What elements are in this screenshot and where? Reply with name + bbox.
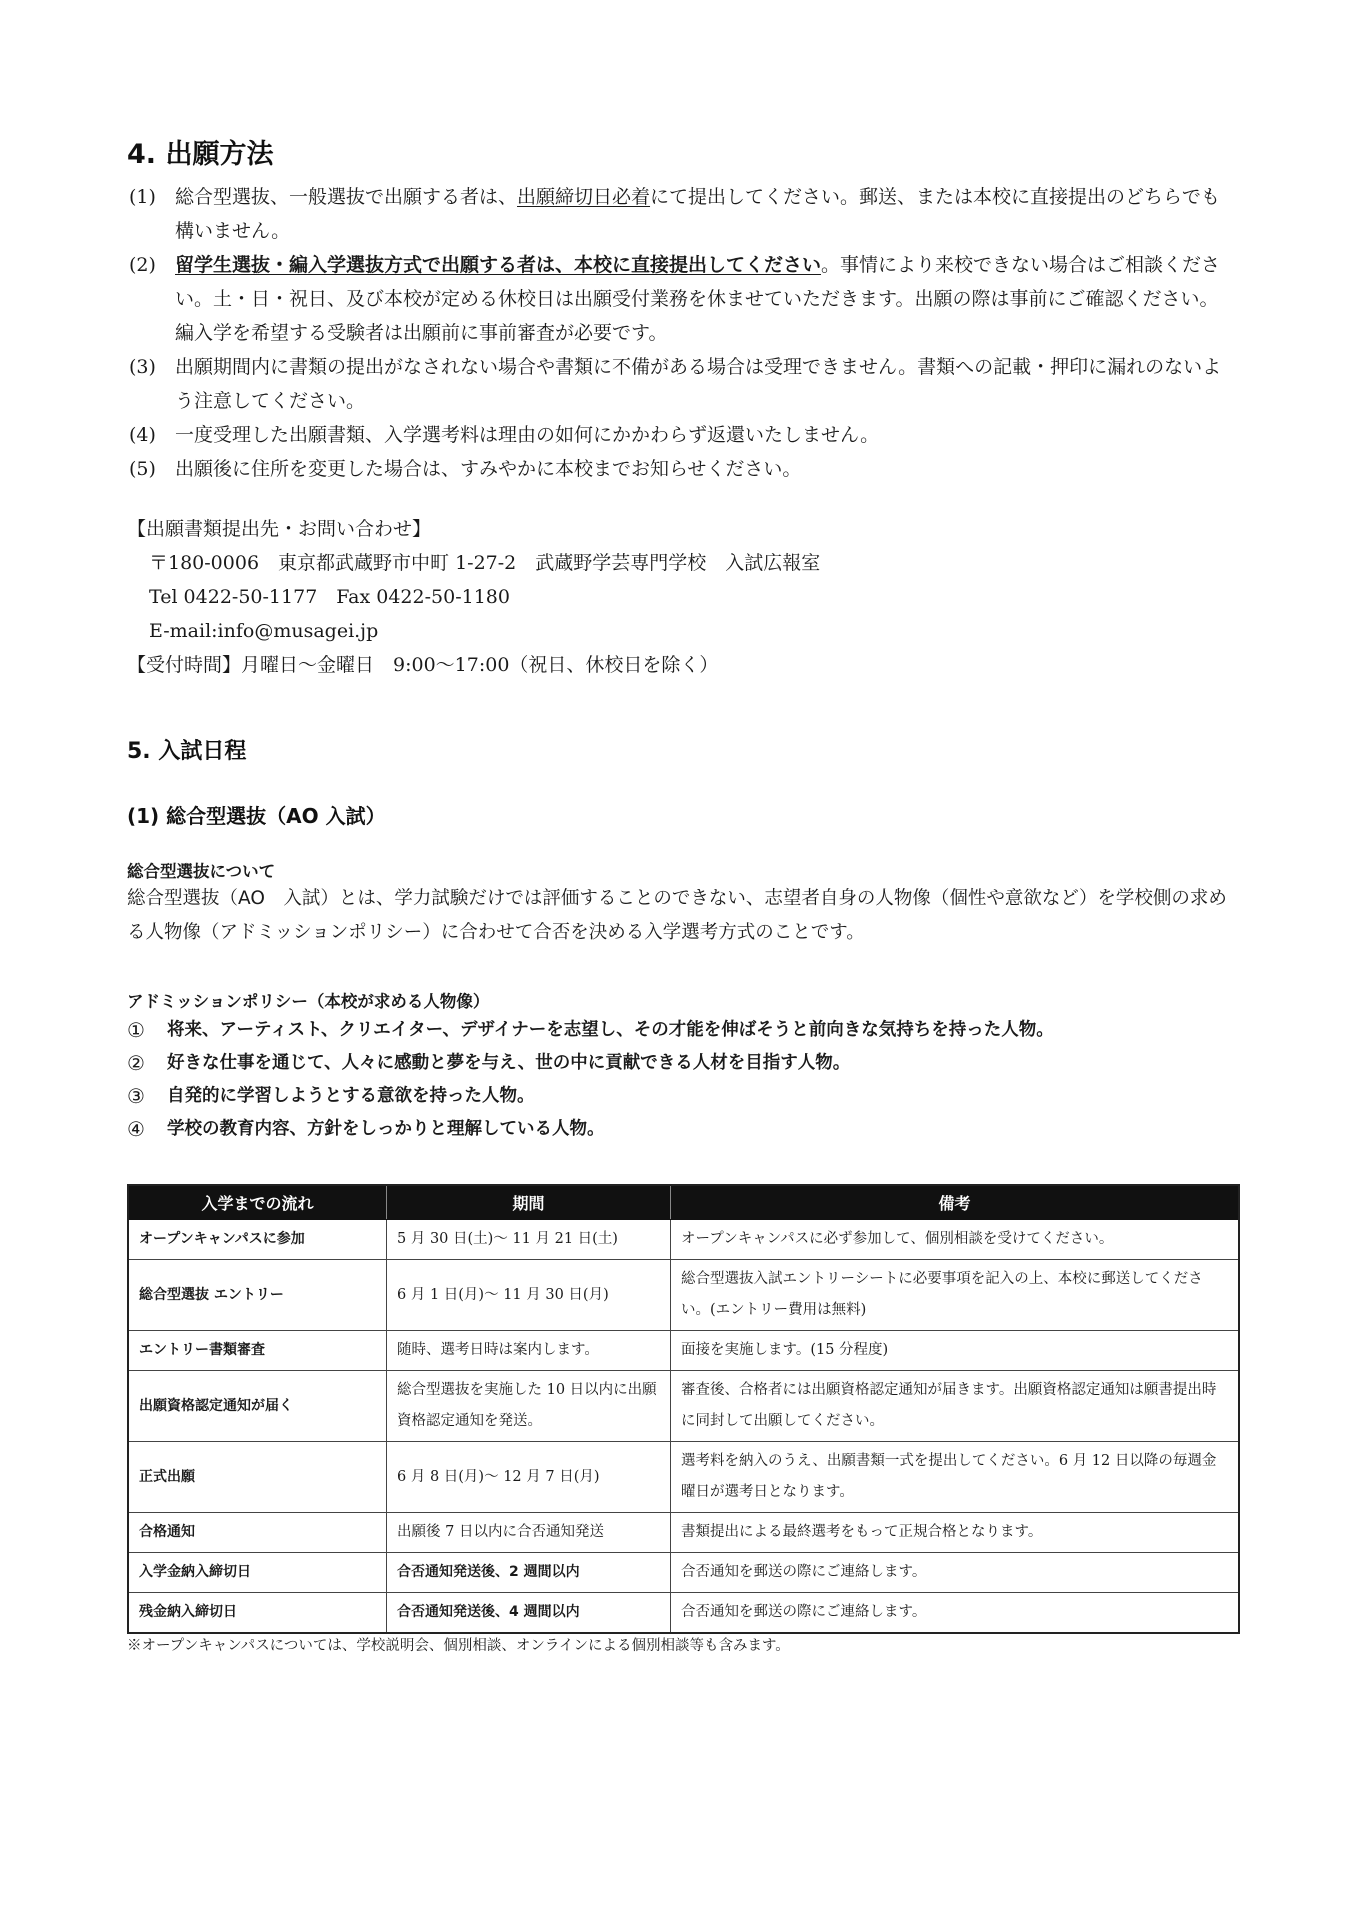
contact-email: E-mail:info@musagei.jp <box>149 620 379 642</box>
cell-period: 随時、選考日時は案内します。 <box>387 1331 671 1371</box>
cell-step: オープンキャンパスに参加 <box>128 1220 387 1260</box>
cell-period: 6 月 8 日(月)～ 12 月 7 日(月) <box>387 1442 671 1513</box>
policy-item-text: 将来、アーティスト、クリエイター、デザイナーを志望し、その才能を伸ばそうと前向きな気持ちを持った人物。 <box>167 1020 1054 1040</box>
policy-heading: アドミッションポリシー（本校が求める人物像） <box>127 992 490 1011</box>
contact-heading: 【出願書類提出先・お問い合わせ】 <box>127 518 432 540</box>
list-item-text: にて提出してください。郵送、または本校に直接提出のどちらでも構いません。 <box>175 186 1220 242</box>
table-row <box>128 1593 1239 1634</box>
cell-step: 正式出願 <box>128 1442 387 1513</box>
cell-period: 総合型選抜を実施した 10 日以内に出願資格認定通知を発送。 <box>387 1371 671 1442</box>
list-item-text: 一度受理した出願書類、入学選考料は理由の如何にかかわらず返還いたしません。 <box>175 424 880 446</box>
table-row <box>128 1260 1239 1331</box>
section5-title: 5. 入試日程 <box>127 739 247 764</box>
list-item <box>127 452 1227 486</box>
cell-period: 5 月 30 日(土)～ 11 月 21 日(土) <box>387 1220 671 1260</box>
list-item <box>127 248 1227 350</box>
list-item-text: 出願期間内に書類の提出がなされない場合や書類に不備がある場合は受理できません。書類への記載・押印に漏れのないよう注意してください。 <box>175 356 1222 412</box>
table-row <box>128 1220 1239 1260</box>
cell-step: 合格通知 <box>128 1513 387 1553</box>
cell-note: 審査後、合格者には出願資格認定通知が届きます。出願資格認定通知は願書提出時に同封して出願してください。 <box>671 1371 1240 1442</box>
cell-step: 総合型選抜 エントリー <box>128 1260 387 1331</box>
section4-list <box>127 180 1227 486</box>
cell-note: オープンキャンパスに必ず参加して、個別相談を受けてください。 <box>671 1220 1240 1260</box>
list-item <box>127 418 1227 452</box>
cell-step: 残金納入締切日 <box>128 1593 387 1634</box>
policy-item-text: 自発的に学習しようとする意欲を持った人物。 <box>167 1086 535 1106</box>
policy-item <box>127 1113 1247 1146</box>
section5-subtitle: (1) 総合型選抜（AO 入試） <box>127 804 386 828</box>
list-item-number: (3) <box>129 356 156 378</box>
policy-item-mark: ① <box>127 1018 145 1042</box>
list-item <box>127 350 1227 418</box>
list-item-text: 総合型選抜、一般選抜で出願する者は、 <box>175 186 518 208</box>
list-item-text: 出願後に住所を変更した場合は、すみやかに本校までお知らせください。 <box>175 458 802 480</box>
policy-item <box>127 1014 1247 1047</box>
cell-note: 合否通知を郵送の際にご連絡します。 <box>671 1593 1240 1634</box>
contact-address: 〒180-0006 東京都武蔵野市中町 1-27-2 武蔵野学芸専門学校 入試広報室 <box>149 552 821 574</box>
list-item-number: (4) <box>129 424 156 446</box>
table-row <box>128 1331 1239 1371</box>
list-item-text: 留学生選抜・編入学選抜方式で出願する者は、本校に直接提出してください <box>175 254 822 276</box>
table-header-period: 期間 <box>387 1185 671 1220</box>
about-heading: 総合型選抜について <box>127 862 276 881</box>
table-row <box>128 1513 1239 1553</box>
table-row <box>128 1442 1239 1513</box>
cell-note: 総合型選抜入試エントリーシートに必要事項を記入の上、本校に郵送してください。(エントリー費用は無料) <box>671 1260 1240 1331</box>
table-row <box>128 1553 1239 1593</box>
cell-step: エントリー書類審査 <box>128 1331 387 1371</box>
table-header-step: 入学までの流れ <box>128 1185 387 1220</box>
cell-note: 書類提出による最終選考をもって正規合格となります。 <box>671 1513 1240 1553</box>
policy-item <box>127 1080 1247 1113</box>
policy-item-text: 学校の教育内容、方針をしっかりと理解している人物。 <box>167 1119 605 1139</box>
contact-block <box>127 512 1227 682</box>
policy-item <box>127 1047 1247 1080</box>
contact-hours: 【受付時間】月曜日～金曜日 9:00～17:00（祝日、休校日を除く） <box>127 654 719 676</box>
about-text: 総合型選抜（AO 入試）とは、学力試験だけでは評価することのできない、志望者自身の人物像（個性や意欲など）を学校側の求める人物像（アドミッションポリシー）に合わせて合否を決める入学選考方式のことです。 <box>127 888 1227 943</box>
policy-item-mark: ④ <box>127 1117 145 1141</box>
list-item-text: 出願締切日必着 <box>517 186 651 208</box>
list-item-number: (2) <box>129 254 156 276</box>
cell-note: 合否通知を郵送の際にご連絡します。 <box>671 1553 1240 1593</box>
table-row <box>128 1371 1239 1442</box>
table-header-note: 備考 <box>671 1185 1240 1220</box>
cell-note: 面接を実施します。(15 分程度) <box>671 1331 1240 1371</box>
cell-note: 選考料を納入のうえ、出願書類一式を提出してください。6 月 12 日以降の毎週金曜日が選考日となります。 <box>671 1442 1240 1513</box>
contact-tel-fax: Tel 0422-50-1177 Fax 0422-50-1180 <box>149 586 510 608</box>
policy-list <box>127 1014 1247 1146</box>
admission-flow-table <box>127 1184 1240 1634</box>
list-item-number: (5) <box>129 458 156 480</box>
list-item <box>127 180 1227 248</box>
cell-step: 入学金納入締切日 <box>128 1553 387 1593</box>
policy-item-mark: ③ <box>127 1084 145 1108</box>
section4-title: 4. 出願方法 <box>127 139 274 170</box>
cell-period: 合否通知発送後、2 週間以内 <box>387 1553 671 1593</box>
policy-item-mark: ② <box>127 1051 145 1075</box>
cell-step: 出願資格認定通知が届く <box>128 1371 387 1442</box>
cell-period: 合否通知発送後、4 週間以内 <box>387 1593 671 1634</box>
list-item-number: (1) <box>129 186 156 208</box>
cell-period: 出願後 7 日以内に合否通知発送 <box>387 1513 671 1553</box>
table-footnote: ※オープンキャンパスについては、学校説明会、個別相談、オンラインによる個別相談等も含みます。 <box>127 1638 790 1654</box>
table-header-row <box>128 1185 1239 1220</box>
cell-period: 6 月 1 日(月)～ 11 月 30 日(月) <box>387 1260 671 1331</box>
list-item-text: 。事情により来校できない場合はご相談ください。土・日・祝日、及び本校が定める休校日は出願受付業務を休ませていただきます。出願の際は事前にご確認ください。編入学を希望する受験者は出願前に事前審査が必要です。 <box>175 254 1221 344</box>
policy-item-text: 好きな仕事を通じて、人々に感動と夢を与え、世の中に貢献できる人材を目指す人物。 <box>167 1053 851 1073</box>
